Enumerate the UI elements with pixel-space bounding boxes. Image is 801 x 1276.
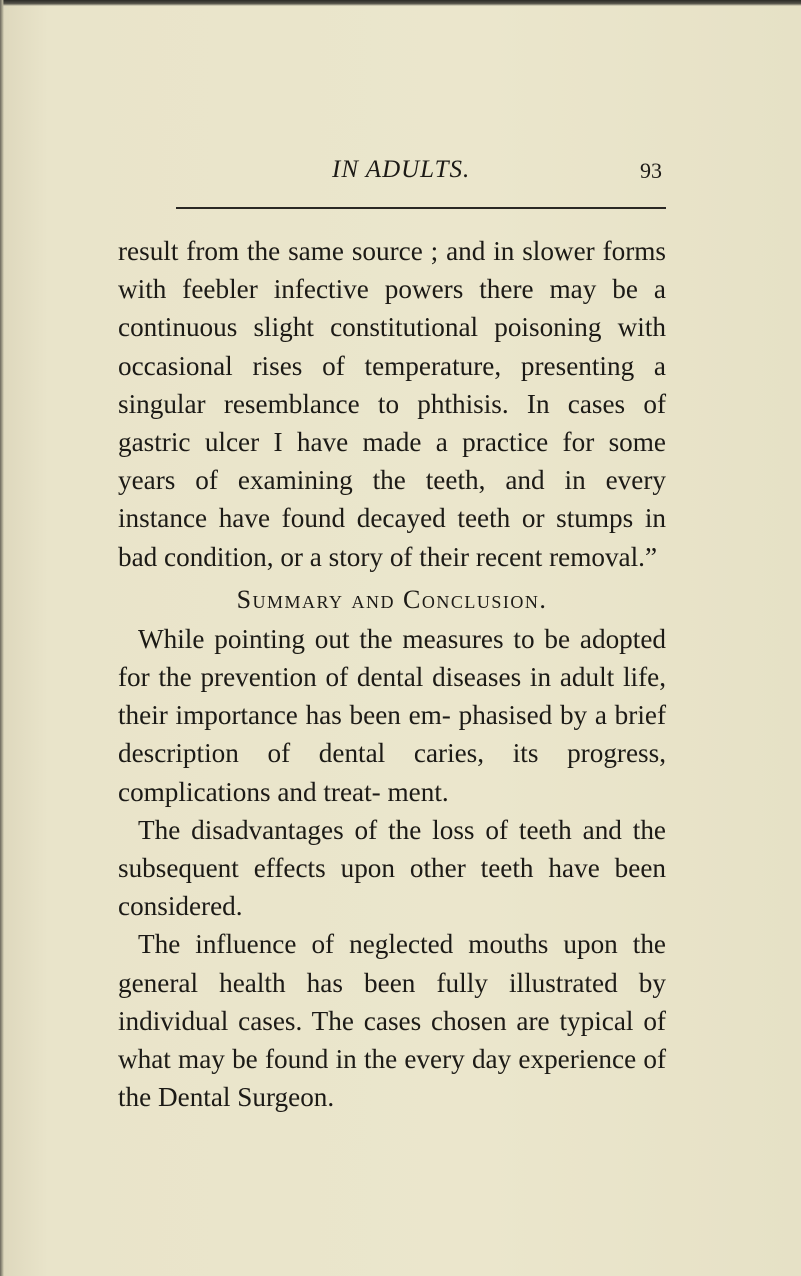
page-top-edge [0, 0, 801, 6]
paragraph-disadvantages: The disadvantages of the loss of teeth and the subsequent effects upon other teeth have been considered. [118, 814, 666, 922]
paragraph-influence: The influence of neglected mouths upon the general health has been fully illustrated by individual cases. The cases chosen are typical of what may be found in the every day experience of the Dental Surgeon. [118, 929, 666, 1113]
page-number: 93 [640, 158, 662, 183]
running-head-title: IN ADULTS. [332, 156, 471, 183]
header-rule [176, 207, 666, 209]
body-text [118, 232, 666, 1116]
section-heading: Summary and Conclusion. [236, 584, 548, 614]
running-head [0, 156, 801, 196]
continued-paragraph: result from the same source ; and in slower forms with feebler infective powers there may be a continuous slight constitutional poisoning with occasional rises of temperature, presenting a singular resemblance to phthisis. In cases of gastric ulcer I have made a practice for some years of examining the teeth, and in every instance have found decayed teeth or stumps in bad condition, or a story of their recent removal.” [118, 236, 666, 572]
paragraph-measures: While pointing out the measures to be adopted for the prevention of dental diseases in adult life, their importance has been em- phasised by a brief description of dental caries, its progress, complications and treat- ment. [118, 623, 666, 807]
